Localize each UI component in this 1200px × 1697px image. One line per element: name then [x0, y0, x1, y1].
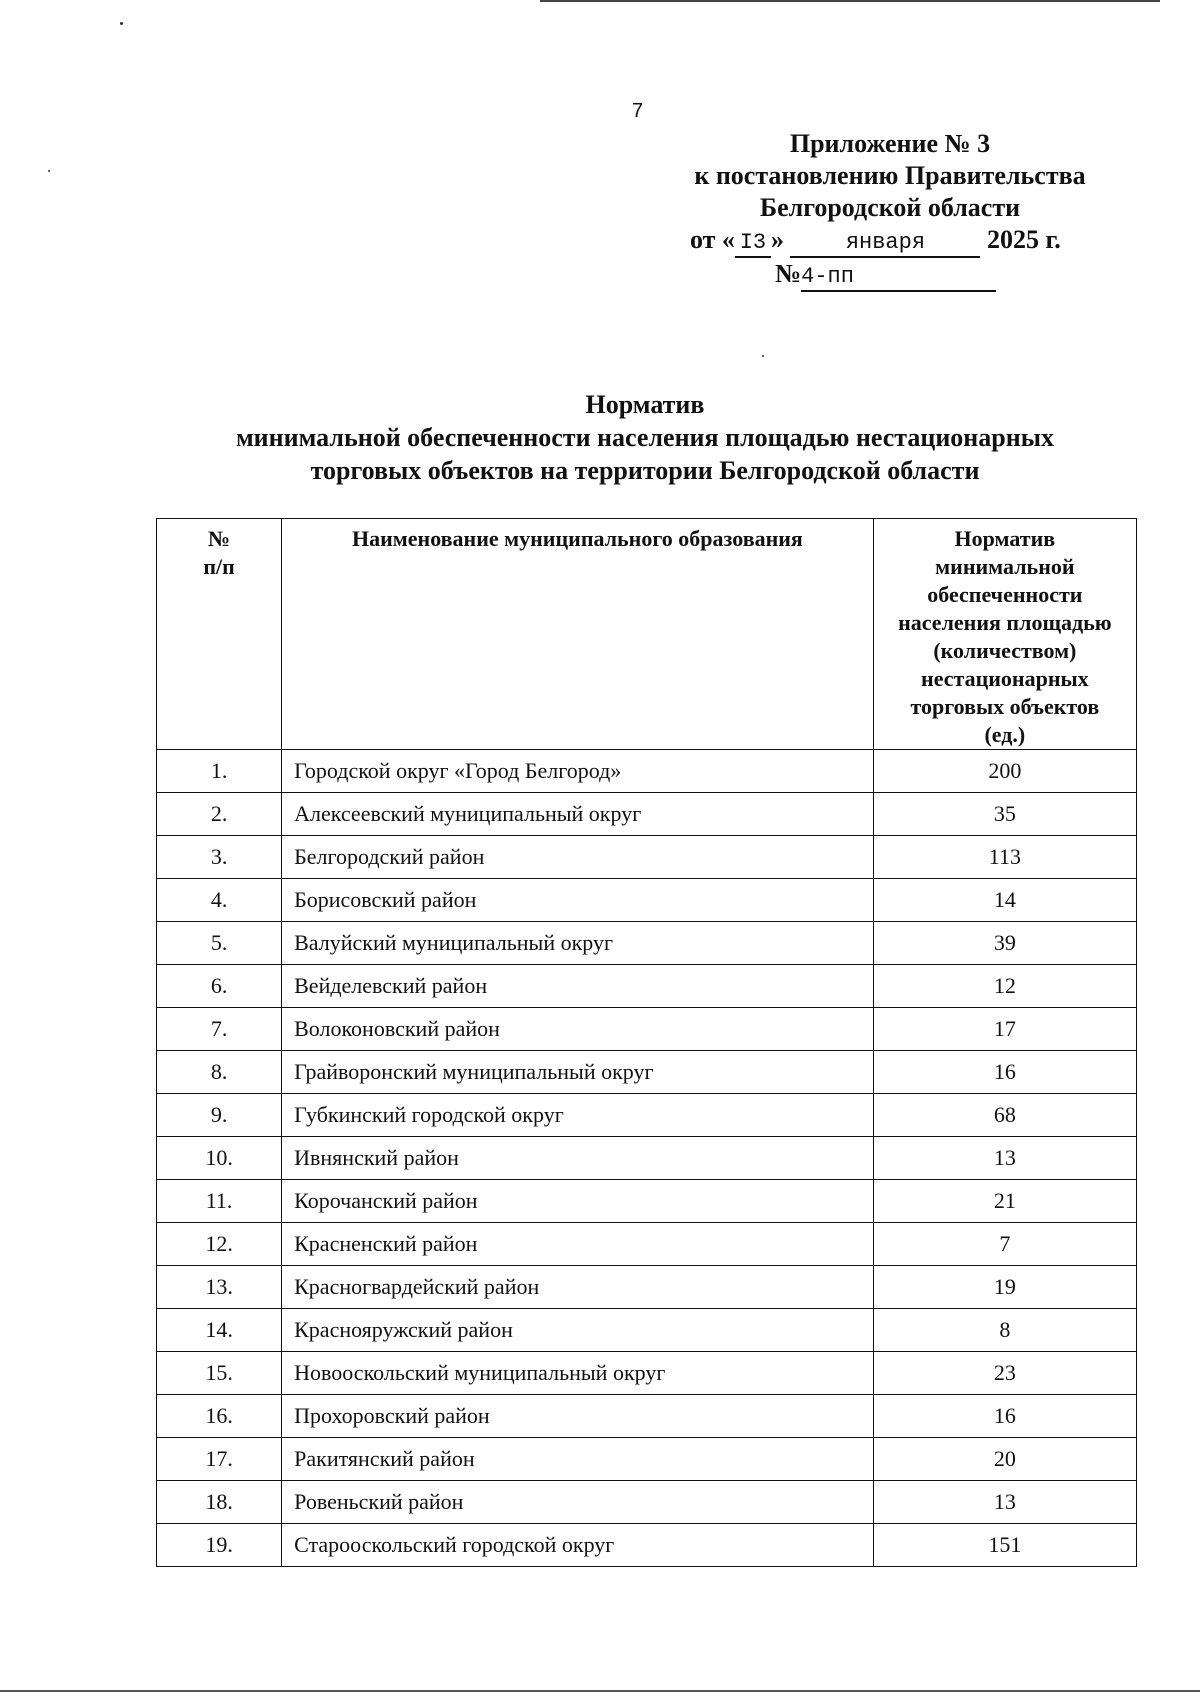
table-row [157, 1438, 1137, 1481]
scan-edge-top [540, 0, 1160, 2]
row-number: 10. [157, 1137, 282, 1180]
row-municipality-name: Вейделевский район [282, 965, 874, 1008]
row-municipality-name: Прохоровский район [282, 1395, 874, 1438]
row-normative-value: 39 [873, 922, 1136, 965]
title-line-2: минимальной обеспеченности населения площадью нестационарных [235, 423, 1055, 452]
row-municipality-name: Ивнянский район [282, 1137, 874, 1180]
row-number: 17. [157, 1438, 282, 1481]
table-row [157, 836, 1137, 879]
row-municipality-name: Белгородский район [282, 836, 874, 879]
row-normative-value: 14 [873, 879, 1136, 922]
row-municipality-name: Красненский район [282, 1223, 874, 1266]
row-number: 11. [157, 1180, 282, 1223]
row-normative-value: 12 [873, 965, 1136, 1008]
row-number: 7. [157, 1008, 282, 1051]
table-row [157, 1266, 1137, 1309]
row-normative-value: 68 [873, 1094, 1136, 1137]
appendix-line-1: Приложение № 3 [789, 129, 991, 158]
table-row [157, 965, 1137, 1008]
header-num [157, 519, 282, 750]
table-row [157, 1223, 1137, 1266]
table-row [157, 1481, 1137, 1524]
title-line-1: Норматив [585, 390, 705, 419]
table-row [157, 1094, 1137, 1137]
row-normative-value: 19 [873, 1266, 1136, 1309]
page-number: 7 [632, 100, 644, 122]
row-municipality-name: Валуйский муниципальный округ [282, 922, 874, 965]
number-value: 4-пп [801, 264, 996, 292]
row-normative-value: 13 [873, 1481, 1136, 1524]
header-value-line: (количеством) [933, 638, 1077, 663]
table-row [157, 793, 1137, 836]
scan-edge-bottom [0, 1690, 1200, 1692]
row-municipality-name: Ракитянский район [282, 1438, 874, 1481]
header-value-line: Норматив [954, 526, 1056, 551]
row-municipality-name: Корочанский район [282, 1180, 874, 1223]
table-row [157, 1309, 1137, 1352]
row-municipality-name: Новооскольский муниципальный округ [282, 1352, 874, 1395]
row-normative-value: 113 [873, 836, 1136, 879]
row-normative-value: 23 [873, 1352, 1136, 1395]
row-number: 1. [157, 750, 282, 793]
row-normative-value: 8 [873, 1309, 1136, 1352]
normative-table [156, 518, 1137, 1567]
row-municipality-name: Красногвардейский район [282, 1266, 874, 1309]
row-normative-value: 16 [873, 1051, 1136, 1094]
date-year: 2025 г. [986, 225, 1061, 254]
header-value [873, 519, 1136, 750]
date-mid: » [770, 225, 784, 254]
header-value-line: торговых объектов [910, 694, 1100, 719]
table-body [157, 750, 1137, 1567]
table-row [157, 1524, 1137, 1567]
header-value-line: (ед.) [984, 722, 1026, 747]
header-num-line-1: № [208, 526, 231, 551]
row-municipality-name: Волоконовский район [282, 1008, 874, 1051]
table-row [157, 1395, 1137, 1438]
row-number: 14. [157, 1309, 282, 1352]
scan-speck [48, 170, 50, 172]
row-municipality-name: Борисовский район [282, 879, 874, 922]
row-normative-value: 21 [873, 1180, 1136, 1223]
row-normative-value: 17 [873, 1008, 1136, 1051]
appendix-line-3: Белгородской области [759, 193, 1021, 222]
date-month: января [790, 230, 980, 258]
header-num-line-2: п/п [203, 554, 235, 579]
row-normative-value: 200 [873, 750, 1136, 793]
row-municipality-name: Алексеевский муниципальный округ [282, 793, 874, 836]
document-title [150, 388, 1140, 487]
scan-speck [762, 355, 764, 357]
appendix-number [660, 258, 1120, 292]
table-row [157, 1180, 1137, 1223]
header-value-line: минимальной [935, 554, 1075, 579]
row-municipality-name: Старооскольский городской округ [282, 1524, 874, 1567]
row-normative-value: 13 [873, 1137, 1136, 1180]
row-number: 12. [157, 1223, 282, 1266]
row-normative-value: 16 [873, 1395, 1136, 1438]
scan-speck [120, 22, 123, 25]
number-prefix: № [775, 259, 802, 288]
header-value-line: обеспеченности [927, 582, 1083, 607]
row-normative-value: 151 [873, 1524, 1136, 1567]
table-row [157, 922, 1137, 965]
title-line-3: торговых объектов на территории Белгородской области [310, 456, 980, 485]
header-value-line: населения площадью [898, 610, 1112, 635]
row-normative-value: 35 [873, 793, 1136, 836]
row-normative-value: 20 [873, 1438, 1136, 1481]
row-number: 3. [157, 836, 282, 879]
appendix-date [660, 224, 1120, 258]
date-prefix: от « [690, 225, 735, 254]
row-number: 2. [157, 793, 282, 836]
row-number: 19. [157, 1524, 282, 1567]
table-row [157, 1051, 1137, 1094]
header-name: Наименование муниципального образования [282, 519, 874, 750]
appendix-line-2: к постановлению Правительства [694, 161, 1086, 190]
table-row [157, 1352, 1137, 1395]
row-municipality-name: Ровеньский район [282, 1481, 874, 1524]
row-number: 9. [157, 1094, 282, 1137]
table-row [157, 879, 1137, 922]
row-normative-value: 7 [873, 1223, 1136, 1266]
row-number: 4. [157, 879, 282, 922]
row-municipality-name: Грайворонский муниципальный округ [282, 1051, 874, 1094]
row-municipality-name: Городской округ «Город Белгород» [282, 750, 874, 793]
table-header-row [157, 519, 1137, 750]
date-day: I3 [735, 230, 771, 258]
row-number: 5. [157, 922, 282, 965]
appendix-header [660, 128, 1120, 292]
row-number: 13. [157, 1266, 282, 1309]
row-number: 18. [157, 1481, 282, 1524]
table-row [157, 1137, 1137, 1180]
row-number: 16. [157, 1395, 282, 1438]
header-value-line: нестационарных [921, 666, 1089, 691]
table-row [157, 1008, 1137, 1051]
row-number: 15. [157, 1352, 282, 1395]
table-row [157, 750, 1137, 793]
row-municipality-name: Губкинский городской округ [282, 1094, 874, 1137]
row-number: 8. [157, 1051, 282, 1094]
row-municipality-name: Краснояружский район [282, 1309, 874, 1352]
row-number: 6. [157, 965, 282, 1008]
